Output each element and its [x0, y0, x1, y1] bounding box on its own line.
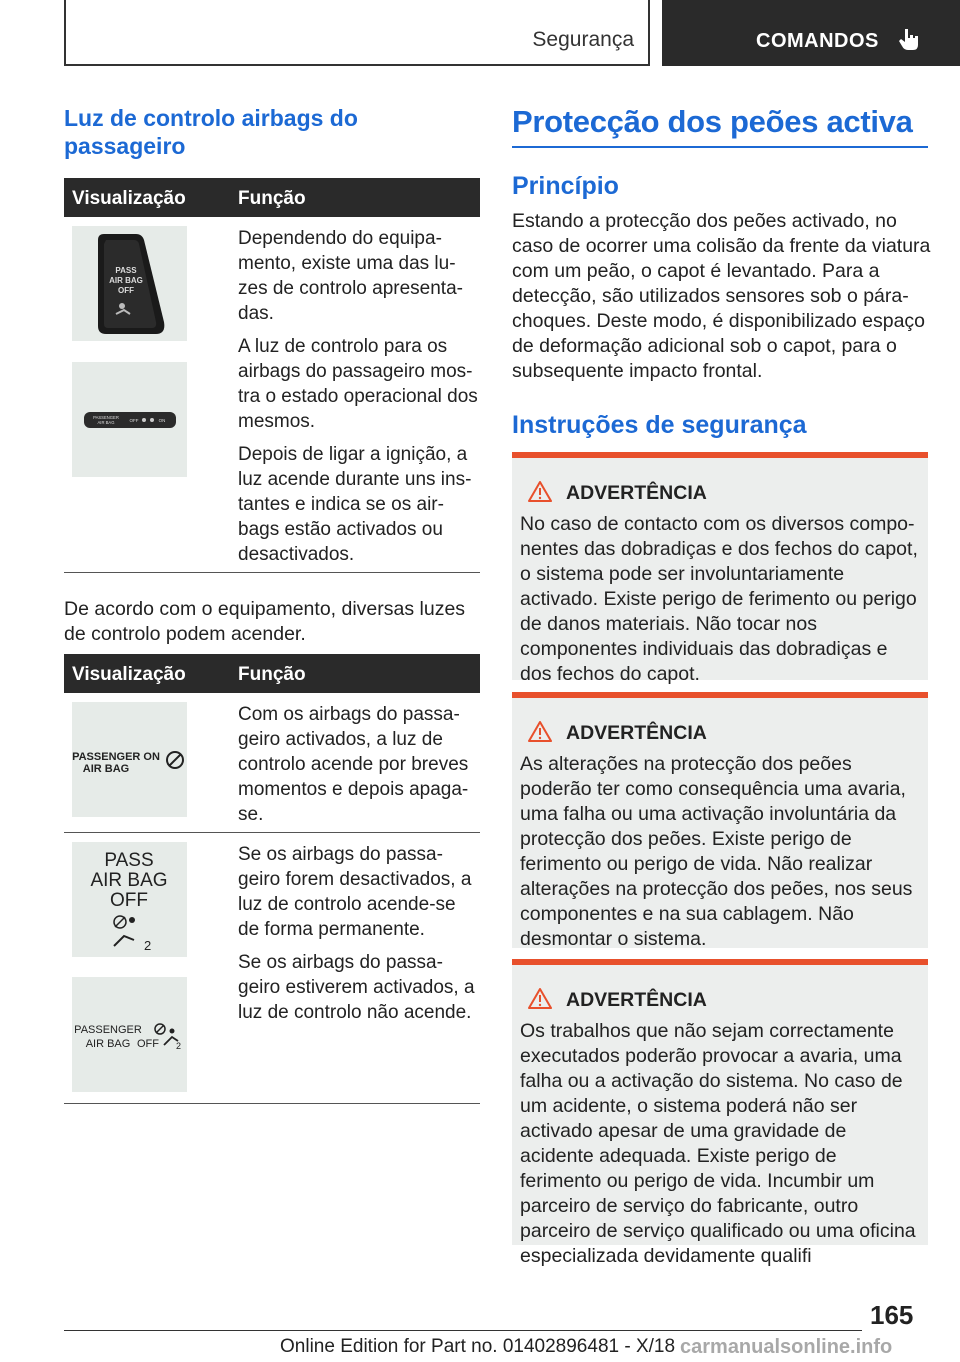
table2-row2-para-1: Se os airbags do passageiro forem desactivados, a luz de controlo acende-se de forma permanente.	[238, 844, 472, 940]
thumb5-off: OFF	[137, 1038, 159, 1050]
warning-label-2: ADVERTÊNCIA	[566, 722, 707, 744]
table2-row2-para-2: Se os airbags do passageiro estiverem activados, a luz de controlo não acende.	[238, 952, 475, 1023]
thumb1-line2: AIR BAG	[109, 276, 143, 285]
table2-row1-function-text	[238, 702, 478, 835]
warning-text-1: No caso de contacto com os diversos componentes das dobradiças e dos fechos do capot, o sistema pode ser involuntariamente activado. Existe perigo de ferimento ou perigo de danos materiais. Não tocar nos componentes individuais das dobradiças e dos fechos do capot.	[520, 513, 918, 685]
table1-col-display: Visualização	[72, 188, 186, 209]
thumb2-on: ON	[158, 418, 166, 423]
footer-rule	[64, 1330, 862, 1331]
thumb5-line2: AIR BAG	[85, 1038, 131, 1050]
pedestrian-protection-title: Protecção dos peões activa	[512, 104, 913, 139]
pass-airbag-off-lamp-image	[72, 226, 187, 341]
footer-edition: Online Edition for Part no. 01402896481 - X/18	[280, 1336, 676, 1357]
thumb4-digit: 2	[144, 938, 152, 953]
table2-row1-para: Com os airbags do passageiro activados, a luz de controlo acende por breves momentos e depois apaga-se.	[238, 704, 469, 825]
warning-box-2	[512, 692, 928, 948]
warning-triangle-icon	[528, 987, 552, 1009]
warning-text-2: As alterações na protecção dos peões poderão ter como consequência uma avaria, uma falha ou uma activação involuntária da protecção dos peões. Existe perigo de ferimento ou perigo de vida. Não realizar alterações na protecção dos peões, nos seus componentes e na sua cablagem. Não desmontar o sistema.	[520, 753, 913, 950]
warning-box-3	[512, 959, 928, 1267]
passenger-on-airbag-image	[72, 702, 187, 817]
table1-para-2: A luz de controlo para os airbags do passageiro mostra o estado operacional dos mesmos.	[238, 336, 478, 432]
thumb1-line3: OFF	[118, 286, 134, 295]
watermark: carmanualsonline.info	[680, 1336, 893, 1358]
title-underline	[512, 146, 928, 148]
table2-row-divider	[64, 832, 480, 833]
table1-para-3: Depois de ligar a ignição, a luz acende durante uns instantes e indica se os airbags estão activados ou desactivados.	[238, 444, 472, 565]
thumb2-line1: PASSENGER	[93, 415, 119, 420]
page-number: 165	[870, 1300, 914, 1330]
thumb3-line2: AIR BAG	[82, 763, 130, 775]
header-section-box	[64, 0, 650, 66]
airbag-lamp-heading: Luz de controlo airbags do passageiro	[64, 105, 358, 159]
warning-label-3: ADVERTÊNCIA	[566, 989, 707, 1011]
table1-para-1: Dependendo do equipamento, existe uma das luzes de controlo apresentadas.	[238, 228, 463, 324]
header-section-title: Segurança	[532, 28, 634, 51]
table2-bottom-rule	[64, 1103, 480, 1104]
safety-heading: Instruções de segurança	[512, 411, 807, 439]
passenger-airbag-strip-image	[72, 362, 187, 477]
thumb4-line3: OFF	[110, 890, 148, 911]
passenger-airbag-off-image	[72, 977, 187, 1092]
header-chapter-box	[662, 0, 960, 66]
table2-row2-function-text	[238, 842, 478, 1033]
table1-col-function: Função	[238, 188, 306, 209]
thumb5-digit: 2	[176, 1041, 182, 1051]
header-chapter-title: COMANDOS	[756, 30, 879, 52]
equipment-paragraph: De acordo com o equipamento, diversas luzes de controlo podem acender.	[64, 598, 466, 645]
warning-text-3: Os trabalhos que não sejam correctamente executados poderão provocar a avaria, uma falha ou a activação do sistema. No caso de um acidente, o sistema poderá não ser activado apesar de uma gravidade de acidente adequada. Existe perigo de ferimento ou perigo de vida. Incumbir um parceiro de serviço do fabricante, outro parceiro de serviço qualificado ou uma oficina especializada devidamente qualifi	[520, 1020, 916, 1267]
hand-pointer-icon	[896, 26, 922, 52]
table1-header	[64, 178, 480, 217]
thumb3-line1: PASSENGER ON	[72, 751, 160, 763]
thumb5-line1: PASSENGER	[74, 1024, 142, 1036]
thumb4-line1: PASS	[104, 850, 154, 871]
warning-label-1: ADVERTÊNCIA	[566, 482, 707, 504]
thumb2-off: OFF	[129, 418, 139, 423]
thumb1-line1: PASS	[115, 266, 137, 275]
table2-col-display: Visualização	[72, 664, 186, 685]
table1-function-text	[238, 226, 478, 575]
thumb2-line2: AIR BAG	[97, 420, 115, 425]
pass-airbag-off-large-image	[72, 842, 187, 957]
warning-triangle-icon	[528, 720, 552, 742]
table2-header	[64, 654, 480, 693]
warning-box-1	[512, 452, 928, 685]
thumb4-line2: AIR BAG	[90, 870, 168, 891]
principle-paragraph: Estando a protecção dos peões activado, no caso de ocorrer uma colisão da frente da viatura com um peão, o capot é levantado. Para a detecção, são utilizados sensores sob o pára-choques. Deste modo, é disponibilizado espaço de deformação adicional sob o capot, para o subsequente impacto frontal.	[512, 210, 931, 382]
table2-col-function: Função	[238, 664, 306, 685]
warning-triangle-icon	[528, 480, 552, 502]
table1-bottom-rule	[64, 572, 480, 573]
principle-heading: Princípio	[512, 172, 619, 200]
